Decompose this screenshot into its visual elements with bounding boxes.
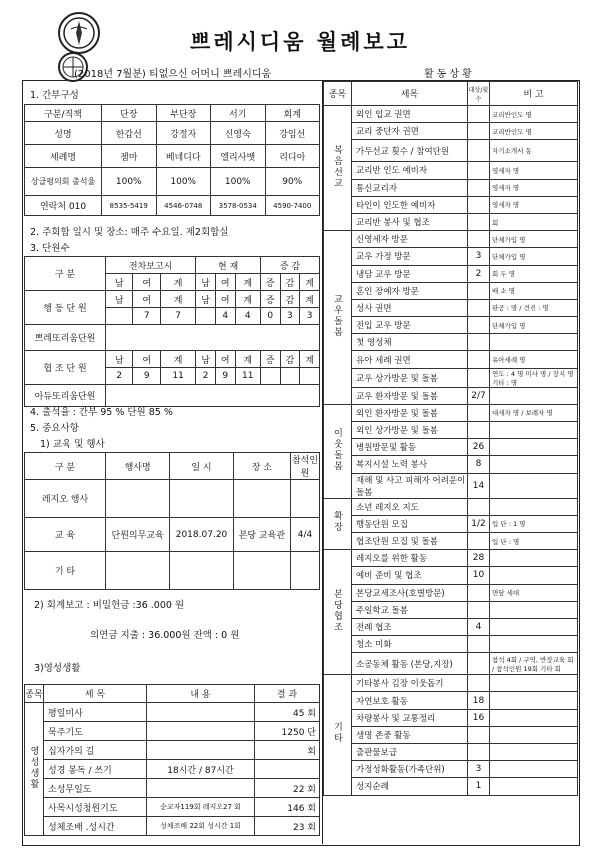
table-row: 남 여 계 남 여 계 증 감 계	[25, 274, 320, 291]
table-row: 전례 협조 4	[324, 618, 578, 635]
table-row: 구분/직책 단장 부단장 서기 회계	[25, 105, 320, 122]
table-row: 십자가의 길 회	[25, 741, 320, 760]
table-row: 유아 세례 권면 유아세례 명	[324, 351, 578, 368]
table-row: 청소 미화	[324, 636, 578, 653]
table-row: 주일학교 돌봄	[324, 601, 578, 618]
table-row: 전입 교우 방문 단체가입 명	[324, 317, 578, 334]
table-row: 연락처 010 8535-5419 4546-0748 3578-0534 4590-7400	[25, 196, 320, 216]
table-row: 가두선교 횟수 / 참여단원 자기소개서 동	[324, 140, 578, 162]
table-row: 교리반 봉사 및 협조 회	[324, 213, 578, 230]
spiritual-heading: 3)영성생활	[34, 663, 81, 674]
accounting-report: 2) 회계보고 : 비밀헌금 :36 .000 원	[34, 600, 185, 611]
table-row: 가정성화활동(가족단위) 3	[324, 761, 578, 778]
table-row: 첫 영성체	[324, 334, 578, 351]
table-row: 사목시성청원기도 순교자119회 레지오27 회 146 회	[25, 798, 320, 817]
table-row: 자연보호 활동 18	[324, 692, 578, 709]
table-row: 확장 소년 레지오 지도	[324, 498, 578, 515]
table-row: 혼인 장예자 방문 배 소 명	[324, 282, 578, 299]
table-row: 7 7 4 4 0 3 3	[25, 308, 320, 325]
spiritual-table	[24, 684, 320, 836]
table-row: 차량봉사 및 교통정리 16	[324, 709, 578, 726]
table-row: 성사 권면 판공 : 명 / 견진 : 명	[324, 299, 578, 316]
officers-table	[24, 104, 320, 216]
table-row: 복음선교 외인 입교 권면 코리반인도 명	[324, 106, 578, 123]
table-row: 교 육 단원의무교육 2018.07.20 본당 교육관 4/4	[25, 518, 320, 552]
events-heading: 1) 교육 및 행사	[40, 439, 105, 450]
table-row: 레지오 행사	[25, 480, 320, 518]
table-row: 쁘레또리움단원	[25, 325, 320, 351]
table-row: 기타 기타봉사 김장 이웃돕기	[324, 675, 578, 692]
table-row: 교리반 인도 예비자 영세자 명	[324, 162, 578, 179]
table-row: 기 타	[25, 552, 320, 590]
table-row: 성체조배 .성시간 성체조배 22회 성시간 1회 23 회	[25, 817, 320, 836]
attendance-rate: 4. 출석율 : 간부 95 % 단원 85 %	[30, 407, 173, 418]
table-row: 구 분 전차보고시 현 재 증 감	[25, 257, 320, 274]
important-matters-heading: 5. 중요사항	[30, 423, 79, 434]
table-row: 행 동 단 원 남 여 계 남 여 계 증 감 계	[25, 291, 320, 308]
table-row: 교우 상가방문 및 돌봄 연도 : 4 명 미사 명 / 장지 명 기타 : 명	[324, 368, 578, 387]
table-row: 냉담 교우 방문 2 회 두 명	[324, 265, 578, 282]
table-row: 본당교세조사(호별방문) 면담 세대	[324, 584, 578, 601]
table-row: 예비 준비 및 협조 10	[324, 567, 578, 584]
table-row: 협조단원 모집 및 돌봄 입 단 : 명	[324, 532, 578, 549]
category-label: 복음선교	[332, 144, 342, 189]
category-label: 확장	[332, 511, 342, 534]
table-row: 생명 존중 활동	[324, 726, 578, 743]
table-row: 교우 가정 방문 3 단체가입 명	[324, 248, 578, 265]
table-row: 세례명 젬마 베네디다 엘리사벳 리디아	[25, 145, 320, 168]
table-row: 종목 세 목 내 용 결 과	[25, 685, 320, 703]
table-row: 출판물보급	[324, 744, 578, 761]
table-row: 2 9 11 2 9 11	[25, 368, 320, 385]
category-label: 본당협조	[332, 588, 342, 633]
members-heading: 3. 단원수	[30, 243, 70, 254]
table-row: 교리 중단자 권면 코리반인도 명	[324, 123, 578, 140]
table-row: 구 분 행사명 일 시 장 소 참석인원	[25, 453, 320, 480]
table-row: 타인이 인도한 예비자 영세자 명	[324, 196, 578, 213]
table-row: 교우 환자방문 및 돌봄 2/7	[324, 387, 578, 404]
table-row: 이웃돌봄 외인 환자방문 및 돌봄 대세자 명 / 보례자 명	[324, 404, 578, 421]
table-row: 성명 한갑선 강정자 신영숙 강임선	[25, 122, 320, 145]
table-row: 아듀또리움단원	[25, 385, 320, 407]
table-row: 외인 상가방문 및 돌봄	[324, 422, 578, 439]
meeting-info: 2. 주회합 일시 및 장소: 매주 수요일. 제2회합실	[30, 227, 229, 238]
table-row: 재해 및 사고 피해자 어려운이돌봄 14	[324, 473, 578, 498]
page-title: 쁘레시디움 월례보고	[190, 30, 410, 54]
table-row: 소성무일도 22 회	[25, 779, 320, 798]
activity-table	[323, 81, 578, 796]
table-row: 성경 봉독 / 쓰기 18시간 / 87시간	[25, 760, 320, 779]
table-row: 종목 세목 대상/횟수 비 고	[324, 82, 578, 106]
category-label: 이웃돌봄	[332, 427, 342, 472]
table-row: 병원방문및 활동 26	[324, 439, 578, 456]
table-row: 통신교리자 영세자 명	[324, 179, 578, 196]
report-subtitle: (2018년 7월분) 티없으신 어머니 쁘레시디움	[74, 69, 272, 80]
table-row: 복지시설 노력 봉사 8	[324, 456, 578, 473]
category-label: 기타	[332, 722, 342, 745]
category-label: 교우돌봄	[332, 293, 342, 338]
members-table	[24, 256, 320, 407]
accounting-detail: 의연금 지출 : 36.000원 잔액 : 0 원	[90, 630, 240, 641]
table-row: 묵주기도 1250 단	[25, 722, 320, 741]
table-row: 행동단원 모집 1/2 입 단 : 1 명	[324, 515, 578, 532]
officers-heading: 1. 간부구성	[30, 90, 79, 101]
table-row: 상급평의회 출석율 100% 100% 100% 90%	[25, 168, 320, 196]
table-row: 교우돌봄 신영세자 방문 단체가입 명	[324, 231, 578, 248]
activity-heading: 활동상황	[424, 69, 475, 80]
table-row: 협 조 단 원 남 여 계 남 여 계 증 감 계	[25, 351, 320, 368]
table-row: 소공동체 활동 (본당,지장) 참석 4회 / 구역, 반장교육 회 / 참석인원 19회 기타 회	[324, 653, 578, 675]
events-table	[24, 452, 320, 590]
table-row: 영성생활 평일미사 45 회	[25, 703, 320, 722]
table-row: 성지순례 1	[324, 778, 578, 795]
table-row: 본당협조 레지오를 위한 활동 28	[324, 550, 578, 567]
